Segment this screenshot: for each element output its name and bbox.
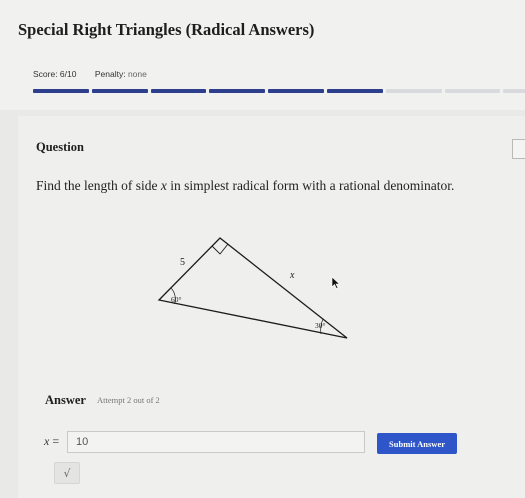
side-panel-toggle[interactable] (512, 139, 525, 159)
answer-variable: x (44, 434, 50, 448)
progress-segment (386, 89, 442, 93)
right-angle-marker (212, 244, 228, 254)
page-title: Special Right Triangles (Radical Answers) (18, 20, 315, 39)
progress-segment (151, 89, 207, 93)
progress-segment (268, 89, 324, 93)
progress-bar (33, 89, 525, 93)
header (0, 0, 525, 110)
question-variable: x (160, 178, 167, 193)
angle-label-60: 60° (171, 295, 182, 304)
progress-segment (327, 89, 383, 93)
sqrt-button[interactable] (54, 462, 80, 484)
progress-segment (33, 89, 89, 93)
question-label: Question (36, 140, 84, 154)
progress-segment (445, 89, 501, 93)
penalty-label: Penalty: (94, 69, 126, 79)
mouse-cursor-icon (331, 276, 341, 290)
progress-segment (92, 89, 148, 93)
answer-input[interactable]: 10 (67, 431, 365, 453)
progress-segment (209, 89, 265, 93)
attempt-counter: Attempt 2 out of 2 (97, 395, 160, 405)
submit-answer-button[interactable]: Submit Answer (377, 433, 457, 454)
sqrt-icon: √ (63, 466, 71, 480)
answer-equals: = (52, 434, 60, 448)
question-text-before: Find the length of side (36, 178, 158, 193)
side-label-5: 5 (180, 257, 185, 268)
answer-prefix (44, 434, 59, 449)
answer-label: Answer (45, 393, 86, 407)
score-text: Score: 6/10 (33, 69, 77, 79)
side-label-x: x (290, 270, 295, 281)
progress-segment (503, 89, 525, 93)
question-text (36, 178, 454, 194)
triangle-diagram (155, 225, 355, 345)
score-row (33, 69, 147, 79)
penalty-value: none (127, 69, 147, 79)
question-text-after: in simplest radical form with a rational denominator. (170, 178, 455, 193)
angle-label-30: 30° (315, 321, 326, 330)
